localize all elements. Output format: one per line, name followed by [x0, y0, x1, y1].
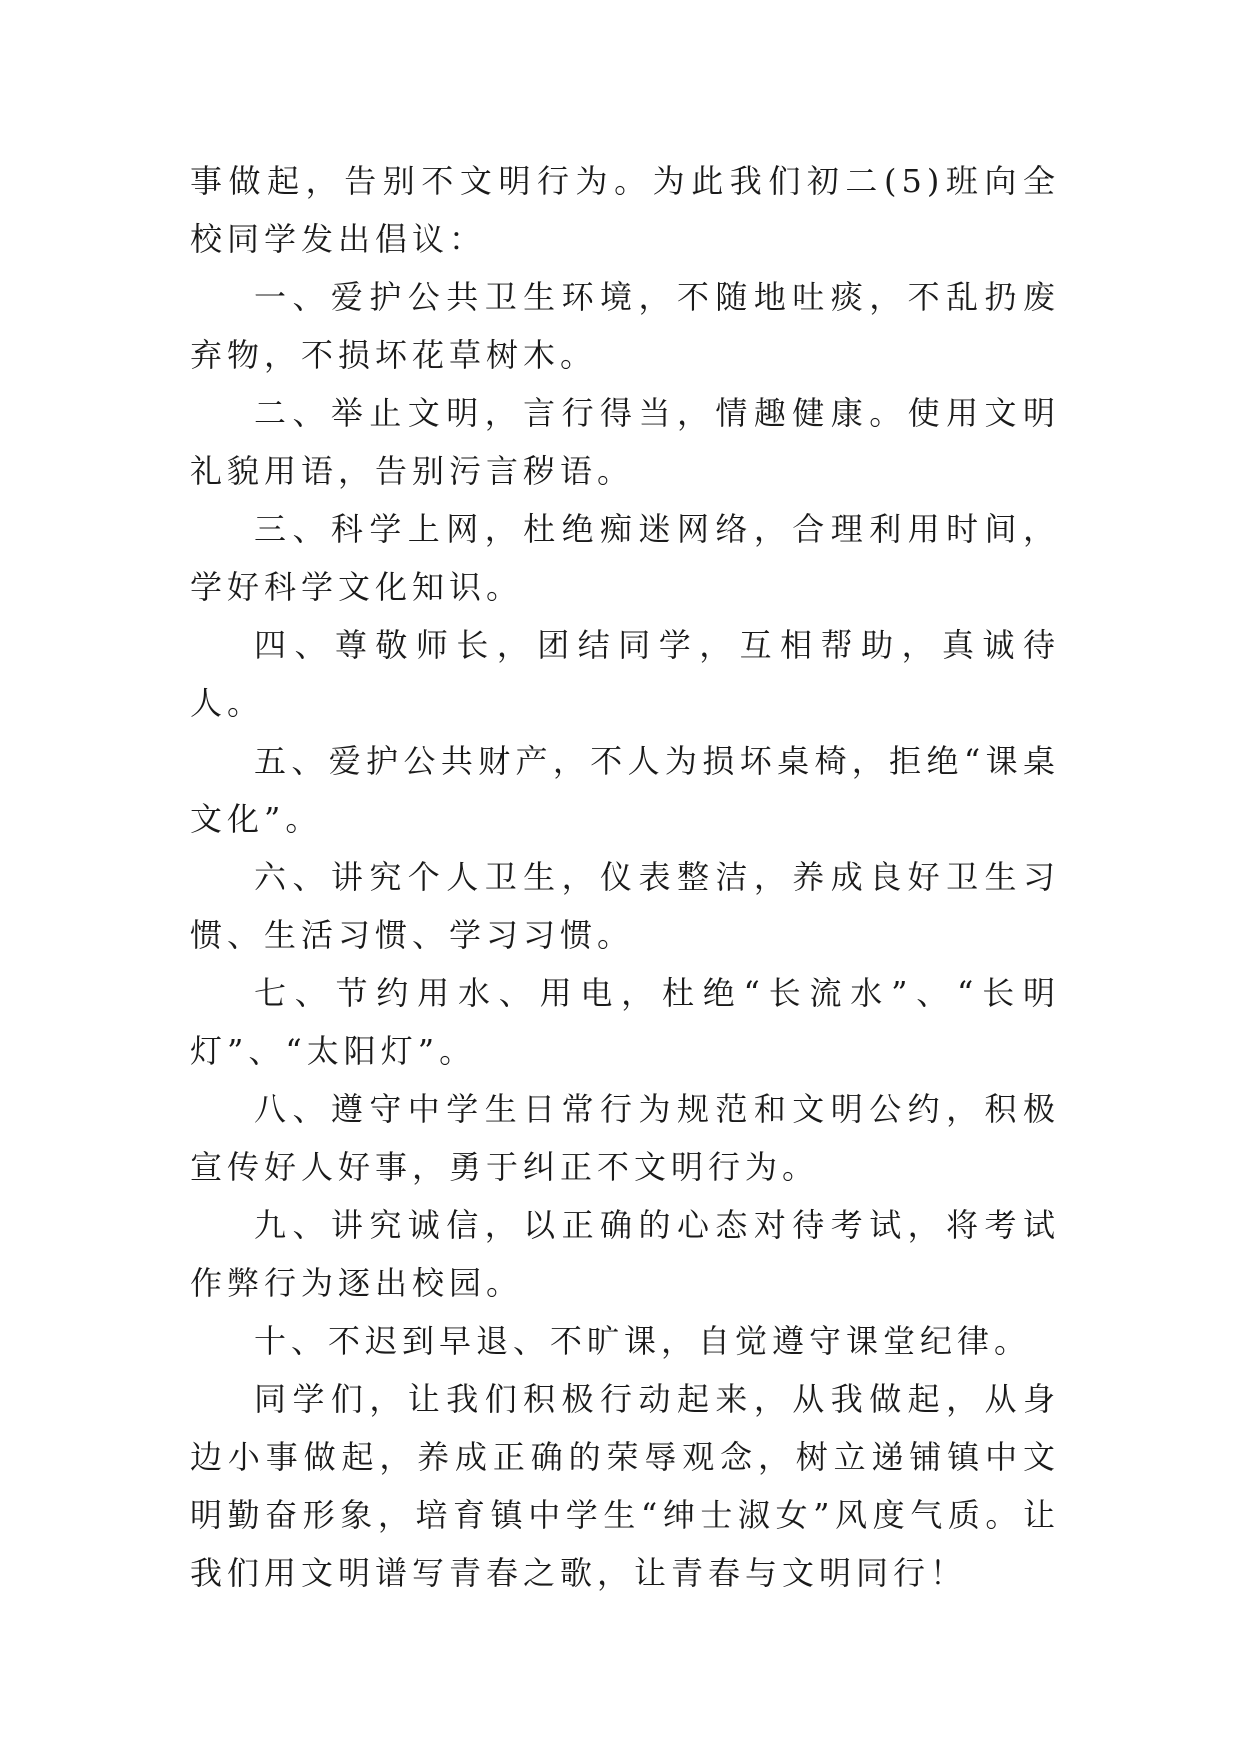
paragraph-item-6: 六、讲究个人卫生，仪表整洁，养成良好卫生习惯、生活习惯、学习习惯。: [190, 858, 1060, 954]
paragraph-item-2: 二、举止文明，言行得当，情趣健康。使用文明礼貌用语，告别污言秽语。: [190, 394, 1060, 490]
paragraph-item-10: 十、不迟到早退、不旷课，自觉遵守课堂纪律。: [254, 1322, 1032, 1360]
paragraph-item-3: 三、科学上网，杜绝痴迷网络，合理利用时间，学好科学文化知识。: [190, 510, 1060, 606]
paragraph-item-4: 四、尊敬师长，团结同学，互相帮助，真诚待人。: [190, 626, 1060, 722]
paragraph-intro: 事做起，告别不文明行为。为此我们初二(5)班向全校同学发出倡议：: [190, 162, 1060, 258]
paragraph-closing: 同学们，让我们积极行动起来，从我做起，从身边小事做起，养成正确的荣辱观念，树立递铺镇中文明勤奋形象，培育镇中学生“绅士淑女”风度气质。让我们用文明谱写青春之歌，让青春与文明同行！: [190, 1380, 1060, 1592]
document-body: [190, 152, 1060, 1602]
paragraph-item-1: 一、爱护公共卫生环境，不随地吐痰，不乱扔废弃物，不损坏花草树木。: [190, 278, 1060, 374]
paragraph-item-8: 八、遵守中学生日常行为规范和文明公约，积极宣传好人好事，勇于纠正不文明行为。: [190, 1090, 1060, 1186]
paragraph-item-9: 九、讲究诚信，以正确的心态对待考试，将考试作弊行为逐出校园。: [190, 1206, 1060, 1302]
paragraph-item-5: 五、爱护公共财产，不人为损坏桌椅，拒绝“课桌文化”。: [190, 742, 1060, 838]
paragraph-item-7: 七、节约用水、用电，杜绝“长流水”、“长明灯”、“太阳灯”。: [190, 974, 1060, 1070]
